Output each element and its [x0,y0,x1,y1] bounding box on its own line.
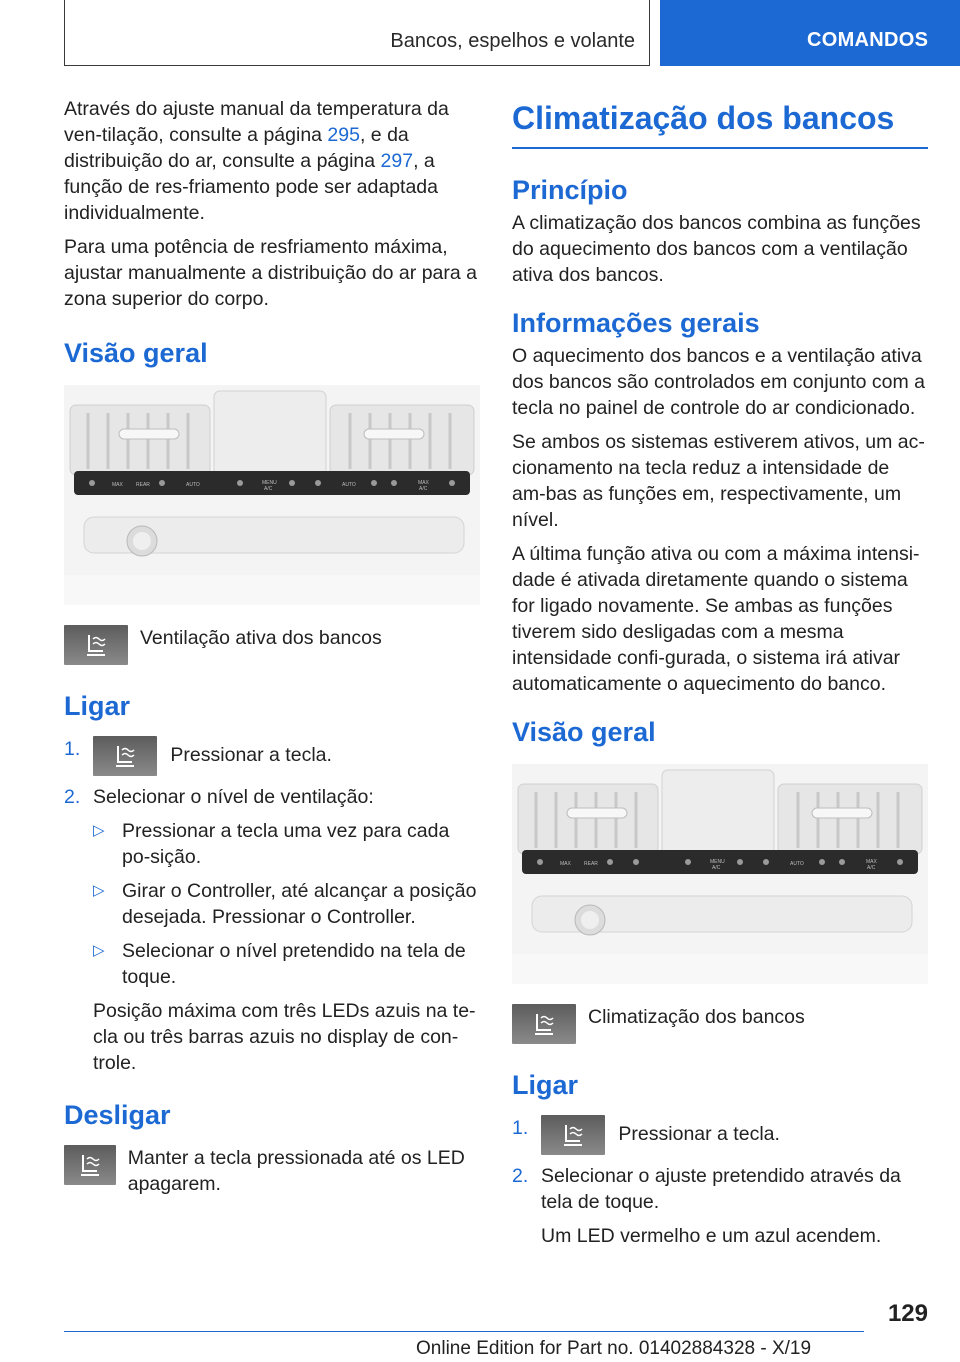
panel-label-auto: AUTO [790,861,804,867]
on-steps-list-right [512,1115,928,1249]
on-heading: Ligar [64,691,131,721]
footer-edition: Online Edition for Part no. 01402884328 - X/19 [416,1338,812,1359]
header-chapter-label: COMANDOS [807,29,929,51]
seat-climate-icon [512,1004,576,1044]
footer-divider [64,1331,864,1332]
intro-text-c: , a função de res-friamento pode ser adaptada individualmente. [64,150,438,224]
panel-label-ac: A/C [712,865,721,871]
panel-label-ac: A/C [264,486,273,492]
on-heading-right: Ligar [512,1070,579,1100]
step-text: Pressionar a tecla. [618,1123,780,1146]
list-item [93,938,480,990]
info-paragraph-1: O aquecimento dos bancos e a ventilação ativa dos bancos são controlados em conjunto com a tecla no painel de controle do ar condicionado. [512,345,925,419]
panel-label-max-2: MAX [866,859,877,865]
climate-panel-illustration [64,385,480,605]
right-column [512,96,928,1257]
step-number: 2. [512,1165,529,1187]
climate-panel-illustration [512,764,928,984]
intro-text-b: , e da distribuição do ar, consulte a página [64,124,409,172]
on-note-right: Um LED vermelho e um azul acendem. [541,1225,882,1247]
step-item [64,784,480,1076]
step-number: 1. [512,1117,529,1139]
step-item [512,1115,928,1155]
panel-label-max: MAX [112,482,123,488]
panel-label-rear: REAR [136,482,150,488]
step-text: Selecionar o nível de ventilação: [93,786,374,808]
info-paragraph-3: A última função ativa ou com a máxima intensi-dade é ativada diretamente quando o sistema for ligado novamente. Se ambas as funções tiverem sido desligadas com a mesma intensidade confi-gurada, o sistema irá ativar automaticamente o aquecimento do banco. [512,543,920,695]
panel-label-auto-2: AUTO [342,482,356,488]
climate-panel-photo [64,385,480,605]
page-link-297[interactable]: 297 [380,150,414,172]
triangle-bullet-icon: ▷ [93,942,105,959]
panel-label-max-2: MAX [418,480,429,486]
overview-heading: Visão geral [64,338,208,368]
step-item [64,736,480,776]
seat-ventilation-icon [64,625,128,665]
off-heading: Desligar [64,1100,171,1130]
panel-label-menu: MENU [262,480,277,486]
panel-label-rear: REAR [584,861,598,867]
triangle-bullet-icon: ▷ [93,882,105,899]
list-item [93,878,480,930]
overview-caption-row-right [512,1004,928,1044]
seat-ventilation-button-icon[interactable] [93,736,157,776]
overview-heading-right: Visão geral [512,717,656,747]
step-item [512,1163,928,1249]
panel-label-ac-2: A/C [867,865,876,871]
climate-panel-photo-right [512,764,928,984]
principle-text: A climatização dos bancos combina as funções do aquecimento dos bancos com a ventilação ativa dos bancos. [512,212,921,286]
main-heading: Climatização dos bancos [512,100,928,149]
bullet-text: Pressionar a tecla uma vez para cada po-sição. [122,820,450,868]
step-number: 2. [64,786,81,808]
panel-label-auto: AUTO [186,482,200,488]
seat-climate-button-icon[interactable] [541,1115,605,1155]
intro-paragraph-1 [64,96,480,226]
header-section-title: Bancos, espelhos e volante [390,30,635,52]
intro-paragraph-2: Para uma potência de resfriamento máxima, ajustar manualmente a distribuição do ar para a zona superior do corpo. [64,236,477,310]
left-column [64,96,480,1197]
off-row [64,1145,480,1197]
on-steps-list [64,736,480,1076]
overview-caption-right: Climatização dos bancos [588,1006,805,1028]
panel-label-menu: MENU [710,859,725,865]
step-number: 1. [64,738,81,760]
overview-caption-row [64,625,480,665]
header-section-box [64,0,650,66]
triangle-bullet-icon: ▷ [93,822,105,839]
page-number: 129 [887,1300,928,1327]
page-link-295[interactable]: 295 [327,124,360,146]
step-text: Selecionar o ajuste pretendido através da tela de toque. [541,1165,901,1213]
seat-ventilation-icon [64,1145,116,1185]
bullet-text: Selecionar o nível pretendido na tela de toque. [122,940,466,988]
header-chapter-tab [660,0,960,66]
panel-label-ac-2: A/C [419,486,428,492]
info-heading: Informações gerais [512,308,760,338]
info-paragraph-2: Se ambos os sistemas estiverem ativos, um ac-cionamento na tecla reduz a intensidade de am-bas as funções em, respectivamente, um nível. [512,431,925,531]
principle-heading: Princípio [512,175,628,205]
step-text: Pressionar a tecla. [170,744,332,767]
list-item [93,818,480,870]
level-options-list [93,818,480,990]
on-note: Posição máxima com três LEDs azuis na te-cla ou três barras azuis no display de con-trole. [93,1000,476,1074]
bullet-text: Girar o Controller, até alcançar a posição desejada. Pressionar o Controller. [122,880,477,928]
overview-caption: Ventilação ativa dos bancos [140,627,382,649]
intro-text-a: Através do ajuste manual da temperatura da ven-tilação, consulte a página [64,98,449,146]
panel-label-max: MAX [560,861,571,867]
off-text: Manter a tecla pressionada até os LED apagarem. [127,1147,465,1195]
